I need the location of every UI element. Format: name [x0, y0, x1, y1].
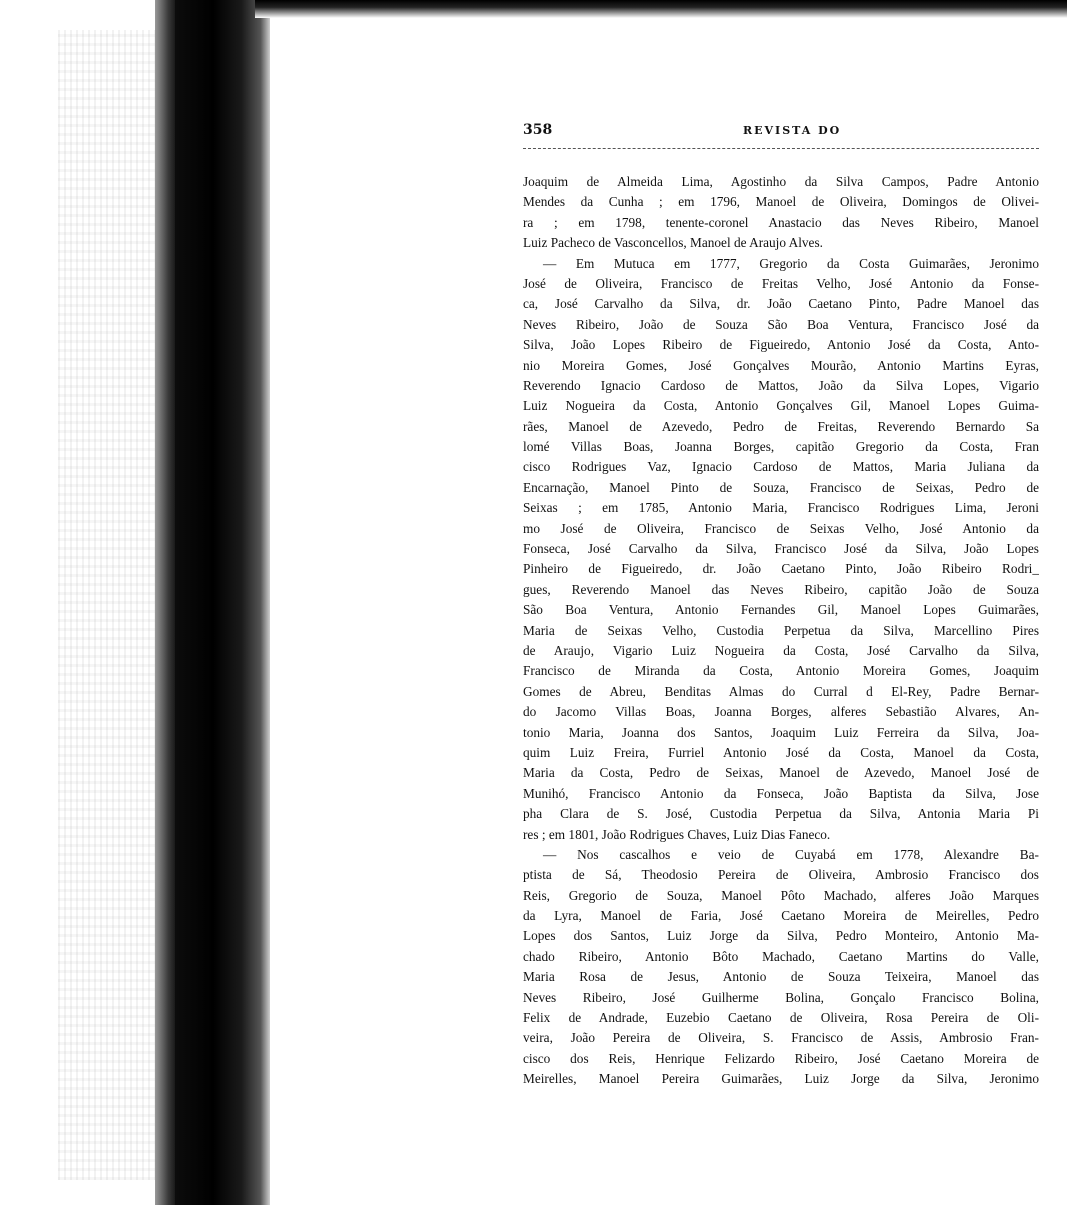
- text-line: gues, Reverendo Manoel das Neves Ribeiro, capitão João de Souza: [523, 581, 1039, 597]
- text-line: Mendes da Cunha ; em 1796, Manoel de Oliveira, Domingos de Olivei-: [523, 194, 1039, 210]
- text-line: cisco Rodrigues Vaz, Ignacio Cardoso de Mattos, Maria Juliana da: [523, 459, 1039, 475]
- text-line: Maria Rosa de Jesus, Antonio de Souza Teixeira, Manoel das: [523, 969, 1039, 985]
- text-line: veira, João Pereira de Oliveira, S. Francisco de Assis, Ambrosio Fran-: [523, 1030, 1039, 1046]
- text-line: José de Oliveira, Francisco de Freitas Velho, José Antonio da Fonse-: [523, 275, 1039, 291]
- facing-page-edge: [0, 0, 185, 1205]
- text-line: Lopes dos Santos, Luiz Jorge da Silva, Pedro Monteiro, Antonio Ma-: [523, 928, 1039, 944]
- running-head: [523, 122, 1043, 144]
- text-line: lomé Villas Boas, Joanna Borges, capitão Gregorio da Costa, Fran: [523, 439, 1039, 455]
- text-line: Meirelles, Manoel Pereira Guimarães, Luiz Jorge da Silva, Jeronimo: [523, 1071, 1039, 1087]
- text-line: da Lyra, Manoel de Faria, José Caetano Moreira de Meirelles, Pedro: [523, 908, 1039, 924]
- text-line: Joaquim de Almeida Lima, Agostinho da Silva Campos, Padre Antonio: [523, 174, 1039, 189]
- text-line: Munihó, Francisco Antonio da Fonseca, João Baptista da Silva, Jose: [523, 785, 1039, 801]
- text-line: Gomes de Abreu, Benditas Almas do Curral d El-Rey, Padre Bernar-: [523, 683, 1039, 699]
- text-line: quim Luiz Freira, Furriel Antonio José da Costa, Manoel da Costa,: [523, 744, 1039, 760]
- text-line: chado Ribeiro, Antonio Bôto Machado, Caetano Martins do Valle,: [523, 948, 1039, 964]
- text-line: ptista de Sá, Theodosio Pereira de Oliveira, Ambrosio Francisco dos: [523, 867, 1039, 883]
- text-line: mo José de Oliveira, Francisco de Seixas Velho, José Antonio da: [523, 520, 1039, 536]
- text-line: Luiz Nogueira da Costa, Antonio Gonçalves Gil, Manoel Lopes Guima-: [523, 398, 1039, 414]
- text-line: Pinheiro de Figueiredo, dr. João Caetano Pinto, João Ribeiro Rodri_: [523, 561, 1039, 577]
- text-line: Francisco de Miranda da Costa, Antonio Moreira Gomes, Joaquim: [523, 663, 1039, 679]
- text-line: ca, José Carvalho da Silva, dr. João Caetano Pinto, Padre Manoel das: [523, 296, 1039, 312]
- facing-page-shadow: [155, 0, 177, 1205]
- text-line: rães, Manoel de Azevedo, Pedro de Freitas, Reverendo Bernardo Sa: [523, 418, 1039, 434]
- page-top-shadow: [255, 0, 1067, 18]
- text-line: nio Moreira Gomes, José Gonçalves Mourão, Antonio Martins Eyras,: [523, 357, 1039, 373]
- text-line: Maria de Seixas Velho, Custodia Perpetua da Silva, Marcellino Pires: [523, 622, 1039, 638]
- text-line: res ; em 1801, João Rodrigues Chaves, Luiz Dias Faneco.: [523, 826, 831, 842]
- text-line: São Boa Ventura, Antonio Fernandes Gil, Manoel Lopes Guimarães,: [523, 602, 1039, 618]
- text-line: do Jacomo Villas Boas, Joanna Borges, alferes Sebastião Alvares, An-: [523, 704, 1039, 720]
- text-line: tonio Maria, Joanna dos Santos, Joaquim Luiz Ferreira da Silva, Joa-: [523, 724, 1039, 740]
- text-line: Encarnação, Manoel Pinto de Souza, Francisco de Seixas, Pedro de: [523, 479, 1039, 495]
- text-line: Seixas ; em 1785, Antonio Maria, Francisco Rodrigues Lima, Jeroni: [523, 500, 1039, 516]
- page-number: 358: [523, 122, 553, 138]
- text-line: Neves Ribeiro, José Guilherme Bolina, Gonçalo Francisco Bolina,: [523, 989, 1039, 1005]
- text-line: cisco dos Reis, Henrique Felizardo Ribeiro, José Caetano Moreira de: [523, 1050, 1039, 1066]
- text-line: Luiz Pacheco de Vasconcellos, Manoel de Araujo Alves.: [523, 235, 823, 251]
- journal-title: REVISTA DO: [743, 124, 842, 137]
- book-gutter-shadow: [175, 0, 270, 1205]
- text-line: — Nos cascalhos e veio de Cuyabá em 1778, Alexandre Ba-: [543, 846, 1039, 862]
- text-line: — Em Mutuca em 1777, Gregorio da Costa Guimarães, Jeronimo: [543, 255, 1039, 271]
- header-rule: [523, 148, 1039, 149]
- text-line: Neves Ribeiro, João de Souza São Boa Ventura, Francisco José da: [523, 316, 1039, 332]
- text-line: Reverendo Ignacio Cardoso de Mattos, João da Silva Lopes, Vigario: [523, 377, 1039, 393]
- text-line: Reis, Gregorio de Souza, Manoel Pôto Machado, alferes João Marques: [523, 887, 1039, 903]
- text-line: Fonseca, José Carvalho da Silva, Francisco José da Silva, João Lopes: [523, 541, 1039, 557]
- text-line: Silva, João Lopes Ribeiro de Figueiredo, Antonio José da Costa, Anto-: [523, 337, 1039, 353]
- text-line: pha Clara de S. José, Custodia Perpetua da Silva, Antonia Maria Pi: [523, 806, 1039, 822]
- text-line: de Araujo, Vigario Luiz Nogueira da Costa, José Carvalho da Silva,: [523, 642, 1039, 658]
- text-line: Maria da Costa, Pedro de Seixas, Manoel de Azevedo, Manoel José de: [523, 765, 1039, 781]
- text-line: Felix de Andrade, Euzebio Caetano de Oliveira, Rosa Pereira de Oli-: [523, 1010, 1039, 1026]
- text-line: ra ; em 1798, tenente-coronel Anastacio das Neves Ribeiro, Manoel: [523, 214, 1039, 230]
- body-text: [523, 172, 1039, 1090]
